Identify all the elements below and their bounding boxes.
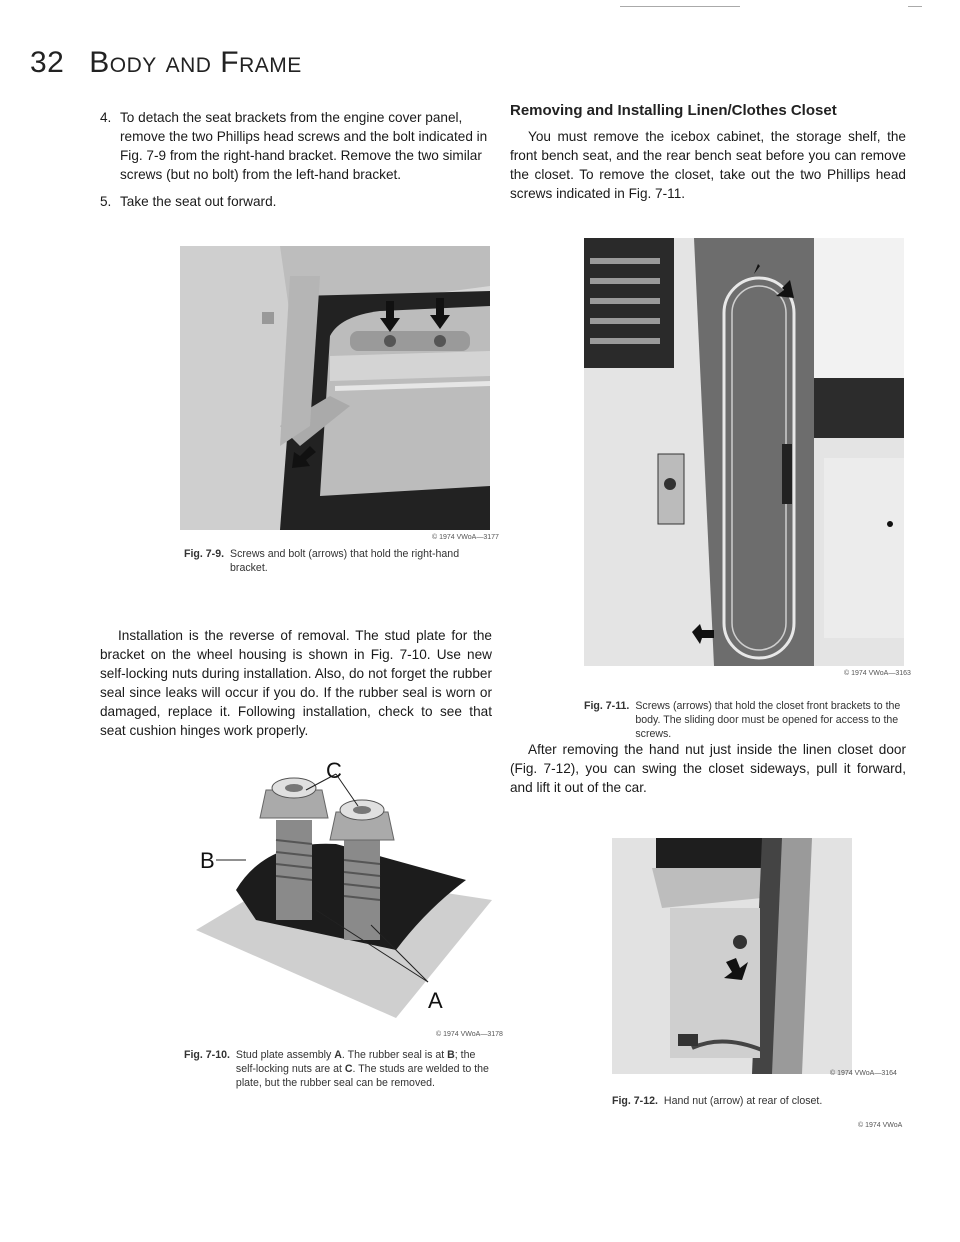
fig-7-9-label: Fig. 7-9. (184, 548, 225, 560)
fig-7-10-letter-a: A (334, 1049, 342, 1061)
installation-paragraph-wrap (100, 626, 492, 740)
step-number: 4. (100, 110, 112, 125)
callout-a: A (428, 988, 443, 1013)
fig-7-10-credit: © 1974 VWoA—3178 (436, 1031, 503, 1038)
fig-7-11-caption-text: Screws (arrows) that hold the closet front brackets to the body. The sliding door must be opened for access to the screws. (635, 700, 901, 740)
stud-plate-drawing (196, 760, 492, 1024)
fig-7-10-letter-c: C (344, 1063, 353, 1075)
fig-7-10-caption-part-c: ; the self-locking nuts are at (235, 1049, 476, 1075)
fig-7-10-illustration (196, 760, 492, 1024)
top-rule-short (908, 6, 922, 7)
fig-7-11-credit: © 1974 VWoA—3163 (844, 670, 911, 677)
fig-7-10-caption-part-a: Stud plate assembly (235, 1049, 335, 1061)
fig-7-10-caption-part-d: . The studs are welded to the plate, but the rubber seal can be removed. (235, 1063, 489, 1089)
closet-paragraph-2-wrap (510, 740, 906, 797)
header-title-word-2: and (165, 46, 212, 79)
fig-7-10-caption-part-b: . The rubber seal is at (341, 1049, 448, 1061)
top-rule (620, 6, 740, 7)
fig-7-12-photo (612, 838, 852, 1074)
step-text: Take the seat out forward. (120, 194, 277, 209)
fig-7-12-caption-text: Hand nut (arrow) at rear of closet. (663, 1095, 823, 1107)
fig-7-12-label: Fig. 7-12. (612, 1095, 658, 1107)
fig-7-12-credit: © 1974 VWoA—3164 (830, 1070, 897, 1077)
seat-bracket-illustration (180, 246, 490, 530)
fig-7-10-caption (184, 1048, 496, 1090)
closet-paragraph-1: You must remove the icebox cabinet, the storage shelf, the front bench seat, and the rear bench seat before you can remove the closet. To remove the closet, take out the two Phillips head screws indicated in Fig. 7-11. (510, 129, 906, 201)
callout-b: B (200, 848, 215, 873)
step-number: 5. (100, 194, 112, 209)
left-column (100, 108, 492, 219)
step-item (100, 192, 492, 211)
fig-7-10-letter-b: B (447, 1049, 455, 1061)
page-number: 32 (30, 46, 65, 79)
fig-7-9-credit: © 1974 VWoA—3177 (432, 534, 499, 541)
footer-credit: © 1974 VWoA (858, 1122, 903, 1129)
fig-7-9-photo (180, 246, 490, 530)
page-header (30, 46, 302, 80)
step-item (100, 108, 492, 184)
step-text: To detach the seat brackets from the engine cover panel, remove the two Phillips head screws and the bolt indicated in Fig. 7-9 from the right-hand bracket. Remove the two similar screws (but no bolt) from the left-hand bracket. (120, 110, 488, 182)
steps-list (100, 108, 492, 211)
fig-7-11-caption (584, 699, 906, 741)
fig-7-10-caption-text (236, 1048, 496, 1090)
installation-paragraph: Installation is the reverse of removal. The stud plate for the bracket on the wheel housing is shown in Fig. 7-10. Use new self-locking nuts during installation. Also, do not forget the rubber seal since leaks will occur if you do. If the rubber seal is worn or damaged, replace it. Following installation, check to see that seat cushion hinges work properly. (100, 628, 492, 738)
header-title-word-3: Frame (220, 46, 302, 79)
fig-7-12-caption (612, 1094, 902, 1108)
closet-interior-illustration (584, 238, 904, 666)
section-title: Removing and Installing Linen/Clothes Closet (510, 102, 837, 119)
fig-7-11-label: Fig. 7-11. (584, 700, 630, 712)
closet-paragraph-2: After removing the hand nut just inside the linen closet door (Fig. 7-12), you can swing the closet sideways, pull it forward, and lift it out of the car. (510, 742, 906, 795)
fig-7-9-caption-text: Screws and bolt (arrows) that hold the right-hand bracket. (230, 548, 460, 574)
callout-c: C (326, 760, 342, 783)
right-column (510, 102, 906, 203)
header-title-word-1: Body (89, 46, 157, 79)
fig-7-9-caption (184, 547, 494, 575)
fig-7-11-photo (584, 238, 904, 666)
fig-7-10-label: Fig. 7-10. (184, 1049, 230, 1061)
hand-nut-illustration (612, 838, 852, 1074)
